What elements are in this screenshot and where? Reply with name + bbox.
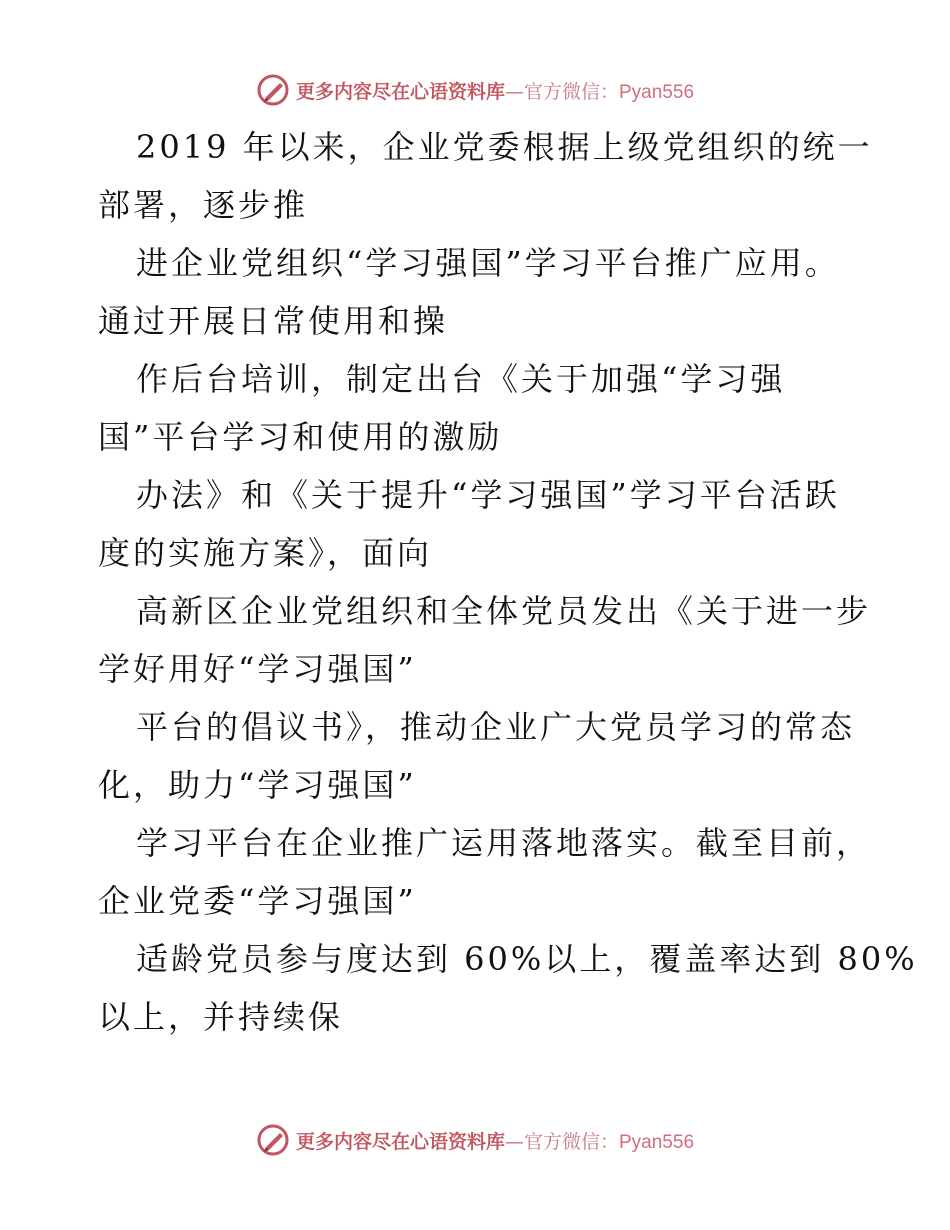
text-line: 国”平台学习和使用的激励 [98, 418, 503, 456]
watermark-label: 官方微信： [523, 1130, 619, 1153]
pen-logo-icon [256, 1123, 290, 1157]
text-line: 度的实施方案》，面向 [98, 534, 433, 572]
text-line: 进企业党组织“学习强国”学习平台推广应用。 [136, 244, 840, 282]
pen-logo-icon [256, 73, 290, 107]
text-line: 通过开展日常使用和操 [98, 302, 449, 340]
text-line: 学好用好“学习强国” [98, 650, 417, 688]
watermark-wechat-id: Pyan556 [619, 81, 695, 103]
watermark-dash: — [504, 1130, 524, 1153]
watermark-text [296, 1127, 694, 1154]
text-line: 化，助力“学习强国” [98, 766, 417, 804]
text-line: 办法》和《关于提升“学习强国”学习平台活跃 [136, 476, 840, 514]
text-line: 作后台培训，制定出台《关于加强“学习强 [136, 360, 786, 398]
text-line: 部署，逐步推 [98, 186, 309, 224]
watermark-dash: — [504, 80, 524, 103]
text-line: 企业党委“学习强国” [98, 882, 417, 920]
watermark-brand: 更多内容尽在心语资料库 [295, 1130, 505, 1153]
footer-watermark [0, 1118, 950, 1162]
watermark-text [296, 77, 694, 104]
text-line: 高新区企业党组织和全体党员发出《关于进一步 [136, 592, 872, 630]
text-line: 学习平台在企业推广运用落地落实。截至目前， [136, 824, 872, 862]
watermark-brand: 更多内容尽在心语资料库 [295, 80, 505, 103]
watermark-label: 官方微信： [523, 80, 619, 103]
text-line: 2019 年以来，企业党委根据上级党组织的统一 [136, 128, 873, 166]
text-line: 平台的倡议书》，推动企业广大党员学习的常态 [136, 708, 856, 746]
text-line: 适龄党员参与度达到 60%以上，覆盖率达到 80% [136, 940, 918, 978]
watermark-wechat-id: Pyan556 [619, 1131, 695, 1153]
document-body [98, 118, 918, 1046]
header-watermark [0, 68, 950, 112]
text-line: 以上，并持续保 [98, 998, 344, 1036]
